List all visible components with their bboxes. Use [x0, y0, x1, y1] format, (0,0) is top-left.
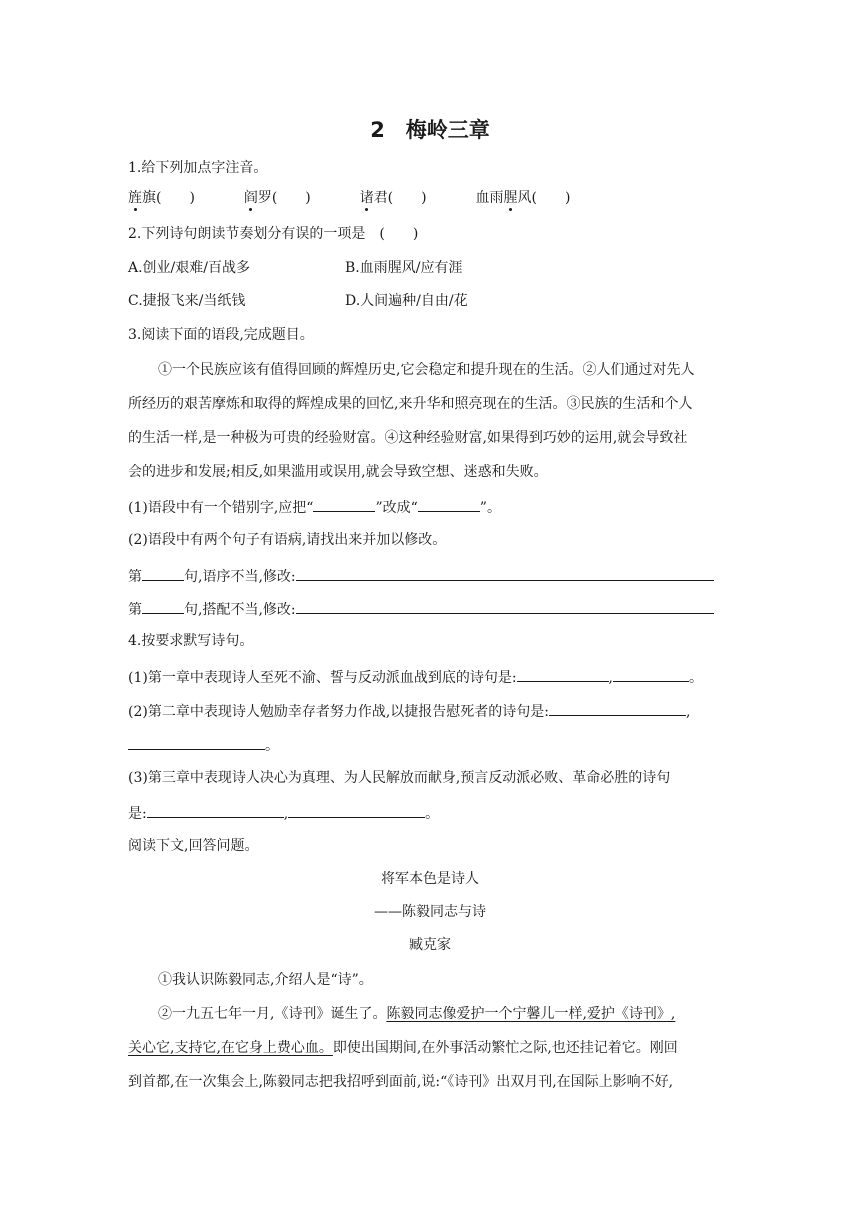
q3-passage-line-2: 所经历的艰苦摩炼和取得的辉煌成果的回忆,来升华和照亮现在的生活。③民族的生活和个人: [128, 396, 693, 412]
answer-blank[interactable]: [549, 700, 686, 716]
q3-passage-line-4: 会的进步和发展;相反,如果滥用或误用,就会导致空想、迷惑和失败。: [128, 464, 548, 480]
q4-sub3-line-1: (3)第三章中表现诗人决心为真理、为人民解放而献身,预言反动派必败、革命必胜的诗句: [128, 770, 671, 786]
reading-paragraph-2-line-2: 关心它,支持它,在它身上费心血。即使出国期间,在外事活动繁忙之际,也还挂记着它。刚回: [128, 1040, 678, 1056]
underlined-sentence: 关心它,支持它,在它身上费心血。: [128, 1040, 333, 1056]
lesson-title: 2 梅岭三章: [370, 118, 490, 142]
q4-sub2-cont: 。: [128, 734, 279, 756]
q1-item-1: 旌旗( ): [128, 190, 195, 206]
reading-intro: 阅读下文,回答问题。: [128, 838, 259, 854]
answer-blank[interactable]: [288, 802, 425, 818]
answer-blank[interactable]: [313, 496, 375, 512]
answer-blank[interactable]: [418, 496, 480, 512]
answer-blank[interactable]: [147, 802, 284, 818]
q3-passage-line-1: ①一个民族应该有值得回顾的辉煌历史,它会稳定和提升现在的生活。②人们通过对先人: [158, 362, 695, 378]
answer-blank[interactable]: [296, 598, 714, 614]
reading-paragraph-2-line-3: 到首都,在一次集会上,陈毅同志把我招呼到面前,说:“《诗刊》出双月刊,在国际上影响不好,: [128, 1074, 674, 1090]
q2-option-b: B.血雨腥风/应有涯: [345, 260, 463, 276]
q3-sub1: (1)语段中有一个错别字,应把“ ”改成“ ”。: [128, 496, 501, 518]
q4-stem: 4.按要求默写诗句。: [128, 633, 254, 649]
q3-stem: 3.阅读下面的语段,完成题目。: [128, 327, 314, 343]
answer-blank[interactable]: [142, 598, 184, 614]
q3-passage-line-3: 的生活一样,是一种极为可贵的经验财富。④这种经验财富,如果得到巧妙的运用,就会导致社: [128, 430, 688, 446]
q4-sub3-line-2: 是: , 。: [128, 802, 439, 824]
q1-items: [128, 188, 570, 208]
q1-stem: 1.给下列加点字注音。: [128, 160, 268, 176]
q2-option-d: D.人间遍种/自由/花: [345, 293, 468, 309]
q4-sub2: (2)第二章中表现诗人勉励幸存者努力作战,以捷报告慰死者的诗句是: ,: [128, 700, 690, 722]
reading-author: 臧克家: [409, 937, 451, 953]
reading-title: 将军本色是诗人: [381, 871, 479, 887]
underlined-sentence: 陈毅同志像爱护一个宁馨儿一样,爱护《诗刊》,: [386, 1006, 676, 1022]
answer-blank[interactable]: [517, 666, 609, 682]
q3-sub2: (2)语段中有两个句子有语病,请找出来并加以修改。: [128, 532, 447, 548]
answer-blank[interactable]: [613, 666, 689, 682]
answer-blank[interactable]: [142, 565, 184, 581]
q1-item-2: 阎罗( ): [243, 190, 311, 206]
reading-paragraph-1: ①我认识陈毅同志,介绍人是“诗”。: [158, 972, 373, 988]
reading-subtitle: ——陈毅同志与诗: [374, 904, 486, 920]
answer-blank[interactable]: [128, 734, 265, 750]
q2-option-c: C.捷报飞来/当纸钱: [128, 293, 246, 309]
q4-sub1: (1)第一章中表现诗人至死不渝、誓与反动派血战到底的诗句是: , 。: [128, 666, 703, 688]
reading-paragraph-2-line-1: ②一九五七年一月,《诗刊》诞生了。陈毅同志像爱护一个宁馨儿一样,爱护《诗刊》,: [158, 1006, 676, 1022]
q1-item-4: 血雨腥风( ): [475, 190, 571, 206]
q3-answer-line-1: 第 句,语序不当,修改:: [128, 565, 714, 587]
q1-item-3: 诸君( ): [359, 190, 427, 206]
q2-stem: 2.下列诗句朗读节奏划分有误的一项是 ( ): [128, 226, 419, 242]
q3-answer-line-2: 第 句,搭配不当,修改:: [128, 598, 714, 620]
q2-option-a: A.创业/艰难/百战多: [128, 260, 250, 276]
answer-blank[interactable]: [296, 565, 714, 581]
